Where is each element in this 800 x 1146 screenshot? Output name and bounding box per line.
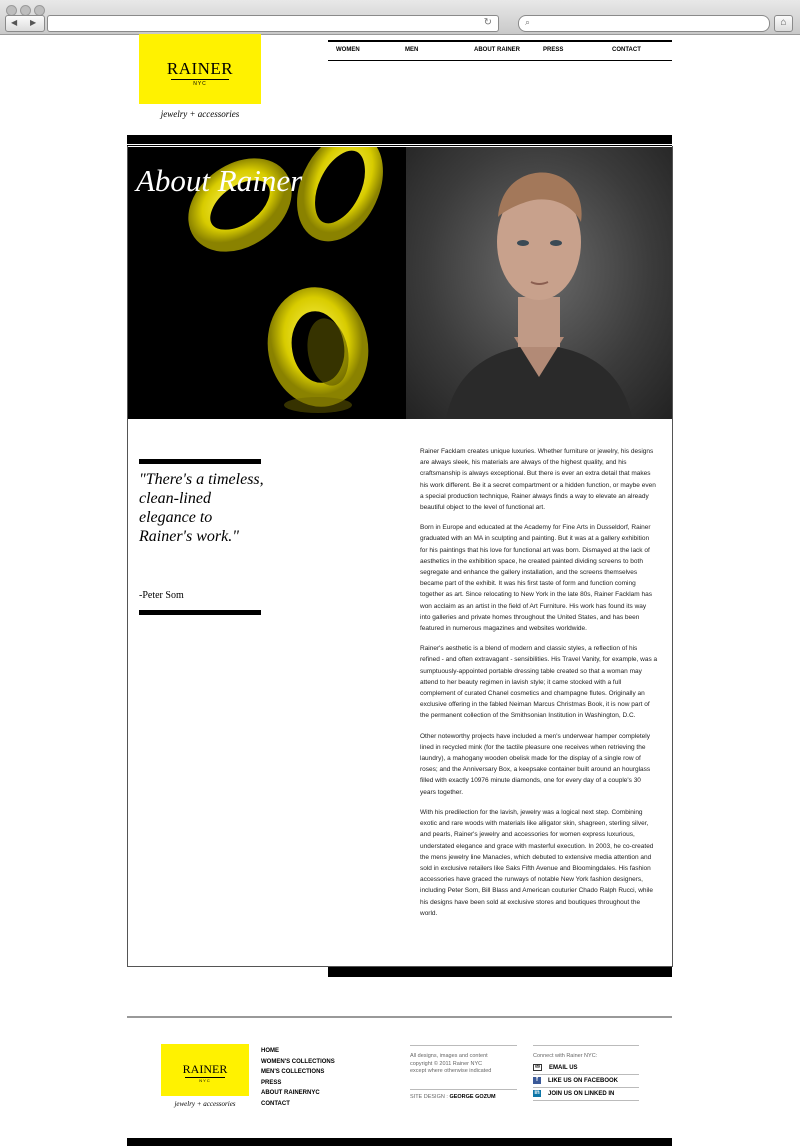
email-us-label: EMAIL US [549, 1065, 578, 1072]
footer-nav-press[interactable]: PRESS [261, 1079, 282, 1086]
site-design-name[interactable]: GEORGE GOZUM [449, 1094, 496, 1100]
address-bar[interactable] [47, 15, 499, 32]
home-icon[interactable]: ⌂ [774, 15, 793, 32]
search-icon: ⌕ [525, 17, 531, 27]
portrait-photo [406, 147, 672, 419]
nav-men[interactable]: MEN [405, 47, 419, 53]
logo-sub: NYC [193, 81, 207, 87]
logo-wordmark: RAINER [166, 59, 234, 78]
site-logo[interactable] [139, 34, 261, 104]
body-paragraph: With his predilection for the lavish, jewelry was a logical next step. Combining exotic and rare woods with materials like alligator skin, shagreen, sterling silver, and pearls, Rainer's jewelry and accessories for women express luxurious, understated elegance and grace with masterful execution. In 2003, he co-created the mens jewelry line Manacles, which debuted to extensive media attention and sold in exclusive retailers like Saks Fifth Avenue and Bloomingdales. His fashion accessories have graced the runways of notable New York fashion designers, including Peter Som, Bill Blass and American couturier Chado Ralph Rucci, while his designs have been sold at exclusive stores and boutiques throughout the world. [420, 808, 654, 917]
footer-navigation [261, 1046, 335, 1109]
nav-women[interactable]: WOMEN [336, 47, 360, 53]
top-navigation [328, 40, 672, 61]
back-forward-buttons [5, 15, 45, 32]
nav-press[interactable]: PRESS [543, 47, 564, 53]
site-design-credit [410, 1089, 517, 1100]
browser-search-field[interactable] [518, 15, 770, 32]
facebook-link[interactable] [533, 1077, 618, 1084]
nav-contact[interactable]: CONTACT [612, 47, 641, 53]
portrait-illustration [406, 147, 672, 419]
footer-nav-home[interactable]: HOME [261, 1048, 279, 1054]
footer-nav-about[interactable]: ABOUT RAINERNYC [261, 1090, 320, 1096]
body-paragraph: Born in Europe and educated at the Academy for Fine Arts in Dusseldorf, Rainer graduated with an MA in sculpting and painting. But it was at a gallery exhibition for his paintings that his love for functional art was born. Dismayed at the lack of aesthetics in the exhibition space, he created painted dividing screens to both segregate and enhance the gallery installation, and the screens themselves became part of the exhibit. It was his first taste of form and function coming together as art. Since relocating to New York in the late 80s, Rainer Facklam has won acclaim as an artist in the field of Art Furniture. His work has found its way into galleries and private homes throughout the United States, and has been featured in numerous magazines and websites worldwide. [420, 524, 652, 633]
page-title: About Rainer [136, 163, 303, 198]
reload-icon[interactable]: ↻ [483, 17, 492, 28]
connect-label: Connect with Rainer NYC: [533, 1045, 639, 1059]
logo-rule [171, 79, 229, 80]
footer-bottom-bar [127, 1138, 672, 1146]
nav-about-rainer[interactable]: ABOUT RAINER [474, 47, 520, 53]
footer-nav-mens-collections[interactable]: MEN'S COLLECTIONS [261, 1069, 325, 1075]
social-divider [533, 1074, 639, 1075]
body-paragraph: Rainer Facklam creates unique luxuries. Whether furniture or jewelry, his designs are always sleek, his materials are always of the highest quality, and his craftsmanship is always exceptional. But there is ever an extra detail that makes his work different. Be it a secret compartment or a hidden function, or maybe even a special production technique, Rainer always finds a way to elevate an already beautiful object to the level of functional art. [420, 448, 656, 512]
footer-logo-wordmark: RAINER [182, 1062, 228, 1076]
copyright-line: copyright © 2011 Rainer NYC [410, 1060, 483, 1067]
copyright-line: All designs, images and content [410, 1053, 488, 1059]
content-bottom-bar [328, 967, 672, 977]
content-top-bar [127, 135, 672, 144]
pull-quote: "There's a timeless, clean-lined elegance to Rainer's work." [139, 471, 264, 545]
linkedin-icon: in [534, 1090, 540, 1096]
footer-logo-sub: NYC [199, 1078, 211, 1083]
footer-tagline: jewelry + accessories [174, 1100, 236, 1108]
linkedin-label: JOIN US ON LINKED IN [548, 1091, 615, 1098]
site-design-label: SITE DESIGN : [410, 1094, 450, 1100]
quote-bottom-bar [139, 610, 261, 615]
forward-arrow-icon[interactable]: ▶ [30, 18, 37, 27]
footer-nav-womens-collections[interactable]: WOMEN'S COLLECTIONS [261, 1058, 335, 1065]
back-arrow-icon[interactable]: ◀ [11, 18, 18, 27]
envelope-icon: ✉ [534, 1064, 541, 1070]
copyright-line: except where otherwise indicated [410, 1068, 492, 1074]
browser-chrome [0, 0, 800, 35]
body-paragraph: Rainer's aesthetic is a blend of modern and classic styles, a reflection of his refined - and often extravagant - sensibilities. His Travel Vanity, for example, was a sumptuously-appointed portable dressing table created so that a woman may attend to her beauty regimen in lavish style; it came stocked with a full complement of curated Chanel cosmetics and champagne flutes. Originally an exclusive offering in the fabled Neiman Marcus Christmas Book, it is now part of the permanent collection of the Smithsonian Institution in Washington, D.C. [420, 645, 658, 720]
footer-logo[interactable] [161, 1044, 249, 1096]
social-divider [533, 1087, 639, 1088]
social-divider [533, 1100, 639, 1101]
quote-top-bar [139, 459, 261, 464]
linkedin-link[interactable] [533, 1090, 614, 1097]
about-body [420, 446, 658, 928]
footer-divider [127, 1016, 672, 1018]
copyright-notice [410, 1045, 517, 1076]
footer-nav-contact[interactable]: CONTACT [261, 1100, 290, 1107]
logo-tagline: jewelry + accessories [160, 109, 240, 119]
body-paragraph: Other noteworthy projects have included a men's underwear hamper completely lined in recycled mink (for the tactile pleasure one receives when retrieving the laundry), a mahogany wooden obelisk made for the display of a single row of roses; and the Anniversary Box, a keepsake container built around an hourglass filled with exactly 10976 minute diamonds, one for every day of a couple's 30 years together. [420, 732, 651, 796]
facebook-icon: f [533, 1077, 541, 1084]
email-us-link[interactable] [533, 1064, 578, 1071]
quote-author: -Peter Som [139, 590, 184, 601]
facebook-label: LIKE US ON FACEBOOK [548, 1078, 619, 1085]
